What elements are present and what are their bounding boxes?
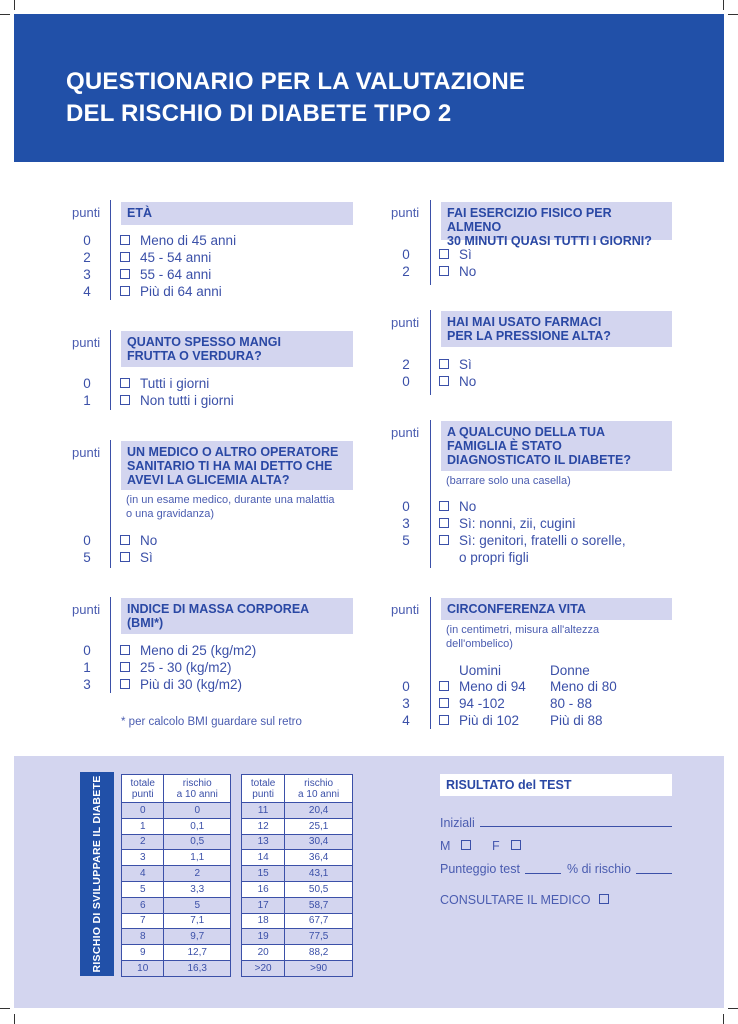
- crop-mark: [728, 1008, 738, 1009]
- table-cell: 5: [122, 881, 164, 897]
- crop-mark: [14, 1014, 15, 1024]
- table-header: rischio a 10 anni: [285, 775, 353, 803]
- column-divider: [110, 440, 111, 568]
- column-divider: [430, 310, 431, 395]
- table-cell: 12,7: [164, 945, 231, 961]
- table-cell: >20: [242, 960, 285, 976]
- table-header: totale punti: [242, 775, 285, 803]
- question-title-text: DIAGNOSTICATO IL DIABETE?: [447, 453, 632, 467]
- option-checkbox[interactable]: [439, 249, 449, 259]
- option-checkbox[interactable]: [120, 662, 130, 672]
- table-cell: >90: [285, 960, 353, 976]
- table-cell: 2: [122, 834, 164, 850]
- option-checkbox[interactable]: [120, 252, 130, 262]
- question-bmi-title: [121, 598, 353, 634]
- table-cell: 10: [122, 960, 164, 976]
- iniziali-label: Iniziali: [440, 816, 475, 830]
- table-row: [242, 850, 353, 866]
- option-label: Sì: nonni, zii, cugini: [459, 516, 576, 531]
- column-divider: [430, 597, 431, 729]
- option-checkbox[interactable]: [439, 501, 449, 511]
- table-cell: 3,3: [164, 881, 231, 897]
- question-title-text: AVEVI LA GLICEMIA ALTA?: [127, 473, 290, 487]
- option-label: Sì: [140, 550, 153, 565]
- option-label: No: [459, 374, 477, 389]
- sex-f-label: F: [492, 839, 500, 853]
- option-points: 2: [402, 264, 410, 279]
- punti-label: punti: [72, 335, 101, 350]
- table-cell: 50,5: [285, 881, 353, 897]
- title-line-1: QUESTIONARIO PER LA VALUTAZIONE: [66, 68, 526, 95]
- rischio-field[interactable]: [636, 873, 672, 874]
- option-label: No: [140, 533, 158, 548]
- sex-m-checkbox[interactable]: [461, 840, 471, 850]
- option-points: 3: [402, 516, 410, 531]
- question-title-text: QUANTO SPESSO MANGI: [127, 335, 281, 349]
- punteggio-field[interactable]: [525, 873, 561, 874]
- table-row: [242, 834, 353, 850]
- table-cell: 19: [242, 929, 285, 945]
- table-cell: 14: [242, 850, 285, 866]
- option-checkbox[interactable]: [439, 266, 449, 276]
- table-cell: 4: [122, 866, 164, 882]
- question-vita-title: [441, 598, 672, 620]
- question-title-text: UN MEDICO O ALTRO OPERATORE: [127, 445, 339, 459]
- table-row: [122, 850, 231, 866]
- punteggio-label: Punteggio test: [440, 862, 520, 876]
- table-cell: 9,7: [164, 929, 231, 945]
- bmi-footnote: * per calcolo BMI guardare sul retro: [121, 716, 302, 728]
- option-checkbox[interactable]: [120, 269, 130, 279]
- crop-mark: [14, 0, 15, 10]
- table-row: [122, 897, 231, 913]
- option-label-uomini: Più di 102: [459, 713, 520, 728]
- option-label: Meno di 25 (kg/m2): [140, 643, 257, 658]
- option-checkbox[interactable]: [439, 535, 449, 545]
- table-cell: 9: [122, 945, 164, 961]
- sex-m-label: M: [440, 839, 451, 853]
- option-points: 3: [83, 267, 91, 282]
- option-checkbox[interactable]: [120, 378, 130, 388]
- option-checkbox[interactable]: [120, 552, 130, 562]
- table-cell: 12: [242, 818, 285, 834]
- table-header-row: [242, 775, 353, 803]
- table-header: totale punti: [122, 775, 164, 803]
- risk-table-left: [121, 774, 231, 977]
- crop-mark: [723, 0, 724, 10]
- table-cell: 3: [122, 850, 164, 866]
- question-title-text: INDICE DI MASSA CORPOREA: [127, 602, 310, 616]
- option-checkbox[interactable]: [120, 286, 130, 296]
- question-frutta-title: [121, 331, 353, 367]
- question-esercizio-title: [441, 202, 672, 248]
- table-row: [122, 803, 231, 819]
- table-cell: 1: [122, 818, 164, 834]
- option-points: 1: [83, 660, 91, 675]
- table-cell: 2: [164, 866, 231, 882]
- option-label: Più di 30 (kg/m2): [140, 677, 243, 692]
- option-points: 0: [83, 533, 91, 548]
- column-divider: [110, 597, 111, 693]
- table-cell: 17: [242, 897, 285, 913]
- table-cell: 88,2: [285, 945, 353, 961]
- table-cell: 43,1: [285, 866, 353, 882]
- question-note: [126, 493, 335, 521]
- option-points: 4: [83, 284, 91, 299]
- table-cell: 77,5: [285, 929, 353, 945]
- table-cell: 25,1: [285, 818, 353, 834]
- question-glicemia-title: [121, 441, 353, 490]
- table-cell: 16: [242, 881, 285, 897]
- consultare-checkbox[interactable]: [599, 894, 609, 904]
- table-cell: 13: [242, 834, 285, 850]
- option-label-donne: 80 - 88: [550, 696, 593, 711]
- question-title-text: CIRCONFERENZA VITA: [447, 602, 586, 616]
- table-cell: 6: [122, 897, 164, 913]
- table-row: [242, 913, 353, 929]
- note-text: dell'ombelico): [446, 638, 513, 650]
- table-row: [242, 897, 353, 913]
- option-label: Sì: [459, 357, 472, 372]
- table-cell: 11: [242, 803, 285, 819]
- option-points: 3: [402, 696, 410, 711]
- iniziali-field[interactable]: [480, 826, 672, 827]
- table-row: [242, 945, 353, 961]
- option-checkbox[interactable]: [439, 376, 449, 386]
- table-cell: 0,5: [164, 834, 231, 850]
- option-points: 4: [402, 713, 410, 728]
- table-cell: 0: [164, 803, 231, 819]
- table-cell: 20,4: [285, 803, 353, 819]
- option-label: Sì: [459, 247, 472, 262]
- question-famiglia-title: [441, 421, 672, 471]
- table-row: [122, 834, 231, 850]
- table-cell: 20: [242, 945, 285, 961]
- table-cell: 15: [242, 866, 285, 882]
- option-label: No: [459, 499, 477, 514]
- table-row: [242, 881, 353, 897]
- table-cell: 1,1: [164, 850, 231, 866]
- punti-label: punti: [391, 205, 420, 220]
- option-label: Tutti i giorni: [140, 376, 210, 391]
- option-label: Meno di 45 anni: [140, 233, 237, 248]
- punti-label: punti: [72, 205, 101, 220]
- table-cell: 0: [122, 803, 164, 819]
- table-row: [122, 881, 231, 897]
- option-label: 45 - 54 anni: [140, 250, 212, 265]
- option-checkbox[interactable]: [120, 395, 130, 405]
- table-row: [122, 866, 231, 882]
- header-banner: [14, 14, 724, 162]
- question-eta-title: [121, 202, 353, 225]
- option-checkbox[interactable]: [439, 698, 449, 708]
- title-line-2: DEL RISCHIO DI DIABETE TIPO 2: [66, 100, 452, 127]
- table-cell: 7: [122, 913, 164, 929]
- consultare-label: CONSULTARE IL MEDICO: [440, 893, 591, 907]
- option-checkbox[interactable]: [439, 518, 449, 528]
- punti-label: punti: [391, 602, 420, 617]
- punti-label: punti: [72, 445, 101, 460]
- note-text: (in un esame medico, durante una malattia: [126, 494, 335, 506]
- question-title-text: FAMIGLIA È STATO: [447, 439, 562, 453]
- risk-sidebar-text: RISCHIO DI SVILUPPARE IL DIABETE: [91, 775, 103, 973]
- table-header-row: [122, 775, 231, 803]
- option-label-donne: Meno di 80: [550, 679, 617, 694]
- col-uomini-header: Uomini: [459, 663, 502, 678]
- option-label: Non tutti i giorni: [140, 393, 234, 408]
- table-row: [242, 803, 353, 819]
- option-label: 25 - 30 (kg/m2): [140, 660, 232, 675]
- table-cell: 58,7: [285, 897, 353, 913]
- question-note: (barrare solo una casella): [446, 475, 571, 487]
- option-label-uomini: 94 -102: [459, 696, 505, 711]
- option-label: No: [459, 264, 477, 279]
- option-label: Più di 64 anni: [140, 284, 222, 299]
- question-title-text: PER LA PRESSIONE ALTA?: [447, 329, 611, 343]
- table-cell: 18: [242, 913, 285, 929]
- question-title-text: A QUALCUNO DELLA TUA: [447, 425, 606, 439]
- table-row: [122, 945, 231, 961]
- option-points: 5: [83, 550, 91, 565]
- table-cell: 5: [164, 897, 231, 913]
- table-cell: 0,1: [164, 818, 231, 834]
- option-points: 0: [402, 374, 410, 389]
- result-title: RISULTATO del TEST: [440, 774, 672, 796]
- question-title-text: 30 MINUTI QUASI TUTTI I GIORNI?: [447, 234, 652, 248]
- question-farmaci-title: [441, 311, 672, 347]
- option-checkbox[interactable]: [439, 359, 449, 369]
- option-label-donne: Più di 88: [550, 713, 603, 728]
- option-label: 55 - 64 anni: [140, 267, 212, 282]
- table-header: rischio a 10 anni: [164, 775, 231, 803]
- option-points: 3: [83, 677, 91, 692]
- option-points: 0: [83, 643, 91, 658]
- risk-table-right: [241, 774, 353, 977]
- option-points: 0: [402, 499, 410, 514]
- crop-mark: [728, 14, 738, 15]
- option-checkbox[interactable]: [439, 681, 449, 691]
- option-points: 0: [83, 233, 91, 248]
- option-continuation: o propri figli: [459, 550, 529, 565]
- table-row: [242, 818, 353, 834]
- question-title-text: ETÀ: [127, 206, 152, 220]
- question-title-text: HAI MAI USATO FARMACI: [447, 315, 602, 329]
- option-checkbox[interactable]: [120, 645, 130, 655]
- column-divider: [110, 200, 111, 300]
- table-cell: 36,4: [285, 850, 353, 866]
- option-points: 1: [83, 393, 91, 408]
- option-checkbox[interactable]: [439, 715, 449, 725]
- option-points: 0: [402, 247, 410, 262]
- table-row: [242, 960, 353, 976]
- table-row: [242, 929, 353, 945]
- sex-f-checkbox[interactable]: [511, 840, 521, 850]
- table-cell: 8: [122, 929, 164, 945]
- option-label-uomini: Meno di 94: [459, 679, 526, 694]
- option-points: 2: [83, 250, 91, 265]
- table-cell: 67,7: [285, 913, 353, 929]
- option-label: Sì: genitori, fratelli o sorelle,: [459, 533, 626, 548]
- question-title-text: FRUTTA O VERDURA?: [127, 349, 262, 363]
- crop-mark: [0, 1008, 10, 1009]
- column-divider: [430, 420, 431, 568]
- table-row: [242, 866, 353, 882]
- option-checkbox[interactable]: [120, 235, 130, 245]
- table-row: [122, 960, 231, 976]
- question-title-text: FAI ESERCIZIO FISICO PER ALMENO: [447, 206, 612, 234]
- option-points: 0: [83, 376, 91, 391]
- page-title: [66, 66, 525, 130]
- note-text: (in centimetri, misura all'altezza: [446, 624, 600, 636]
- crop-mark: [723, 1014, 724, 1024]
- col-donne-header: Donne: [550, 663, 590, 678]
- table-row: [122, 818, 231, 834]
- punti-label: punti: [391, 315, 420, 330]
- column-divider: [110, 330, 111, 410]
- punti-label: punti: [72, 602, 101, 617]
- rischio-label: % di rischio: [567, 862, 631, 876]
- table-row: [122, 913, 231, 929]
- crop-mark: [0, 14, 10, 15]
- option-checkbox[interactable]: [120, 679, 130, 689]
- option-points: 0: [402, 679, 410, 694]
- table-cell: 30,4: [285, 834, 353, 850]
- risk-sidebar: [80, 772, 114, 976]
- column-divider: [430, 200, 431, 285]
- note-text: o una gravidanza): [126, 508, 215, 520]
- table-row: [122, 929, 231, 945]
- table-cell: 7,1: [164, 913, 231, 929]
- punti-label: punti: [391, 425, 420, 440]
- question-title-text: (BMI*): [127, 616, 164, 630]
- option-points: 2: [402, 357, 410, 372]
- question-note: [446, 623, 599, 651]
- question-title-text: SANITARIO TI HA MAI DETTO CHE: [127, 459, 333, 473]
- option-checkbox[interactable]: [120, 535, 130, 545]
- table-cell: 16,3: [164, 960, 231, 976]
- option-points: 5: [402, 533, 410, 548]
